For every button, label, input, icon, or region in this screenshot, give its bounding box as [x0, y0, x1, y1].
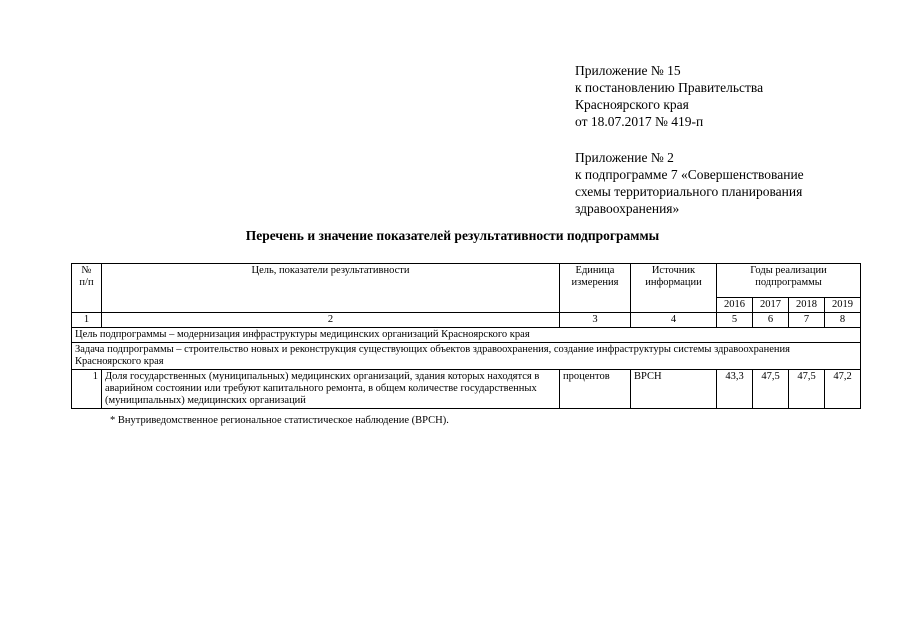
goal-row: Цель подпрограммы – модернизация инфраструктуры медицинских организаций Красноярского края [72, 328, 861, 343]
row-source: ВРСН [631, 370, 717, 409]
appendix-2-line: здравоохранения» [575, 201, 680, 216]
col-number: 5 [717, 313, 753, 328]
col-number: 3 [560, 313, 631, 328]
header-goal: Цель, показатели результативности [102, 264, 560, 313]
footnote: * Внутриведомственное региональное статистическое наблюдение (ВРСН). [110, 415, 449, 426]
header-num: № п/п [72, 264, 102, 313]
appendix-15-header [575, 62, 763, 130]
header-year: 2019 [825, 298, 861, 313]
col-number: 7 [789, 313, 825, 328]
row-indicator: Доля государственных (муниципальных) медицинских организаций, здания которых находятся в аварийном состоянии или требуют капитального ремонта, в общем количестве государственных (муниципальных) медицинских организаций [102, 370, 560, 409]
col-number: 4 [631, 313, 717, 328]
document-title: Перечень и значение показателей результативности подпрограммы [245, 228, 660, 243]
appendix-15-line: Приложение № 15 [575, 63, 681, 78]
col-number: 2 [102, 313, 560, 328]
appendix-15-line: Красноярского края [575, 97, 689, 112]
appendix-2-line: к подпрограмме 7 «Совершенствование [575, 167, 804, 182]
row-unit: процентов [560, 370, 631, 409]
header-unit: Единица измерения [560, 264, 631, 313]
row-value-2018: 47,5 [789, 370, 825, 409]
col-number: 1 [72, 313, 102, 328]
row-value-2017: 47,5 [753, 370, 789, 409]
col-number: 6 [753, 313, 789, 328]
header-year: 2016 [717, 298, 753, 313]
row-num: 1 [72, 370, 102, 409]
row-value-2016: 43,3 [717, 370, 753, 409]
appendix-15-line: к постановлению Правительства [575, 80, 764, 95]
table-row [72, 370, 861, 409]
appendix-2-header [575, 149, 804, 217]
header-years-group: Годы реализации подпрограммы [717, 264, 861, 298]
col-number: 8 [825, 313, 861, 328]
task-row: Задача подпрограммы – строительство новых и реконструкция существующих объектов здравоохранения, создание инфраструктуры системы здравоохранения Красноярского края [72, 343, 861, 370]
row-value-2019: 47,2 [825, 370, 861, 409]
header-year: 2017 [753, 298, 789, 313]
header-year: 2018 [789, 298, 825, 313]
header-source: Источник информации [631, 264, 717, 313]
appendix-2-line: схемы территориального планирования [575, 184, 803, 199]
appendix-15-line: от 18.07.2017 № 419-п [575, 114, 704, 129]
appendix-2-line: Приложение № 2 [575, 150, 674, 165]
indicators-table [71, 263, 861, 409]
